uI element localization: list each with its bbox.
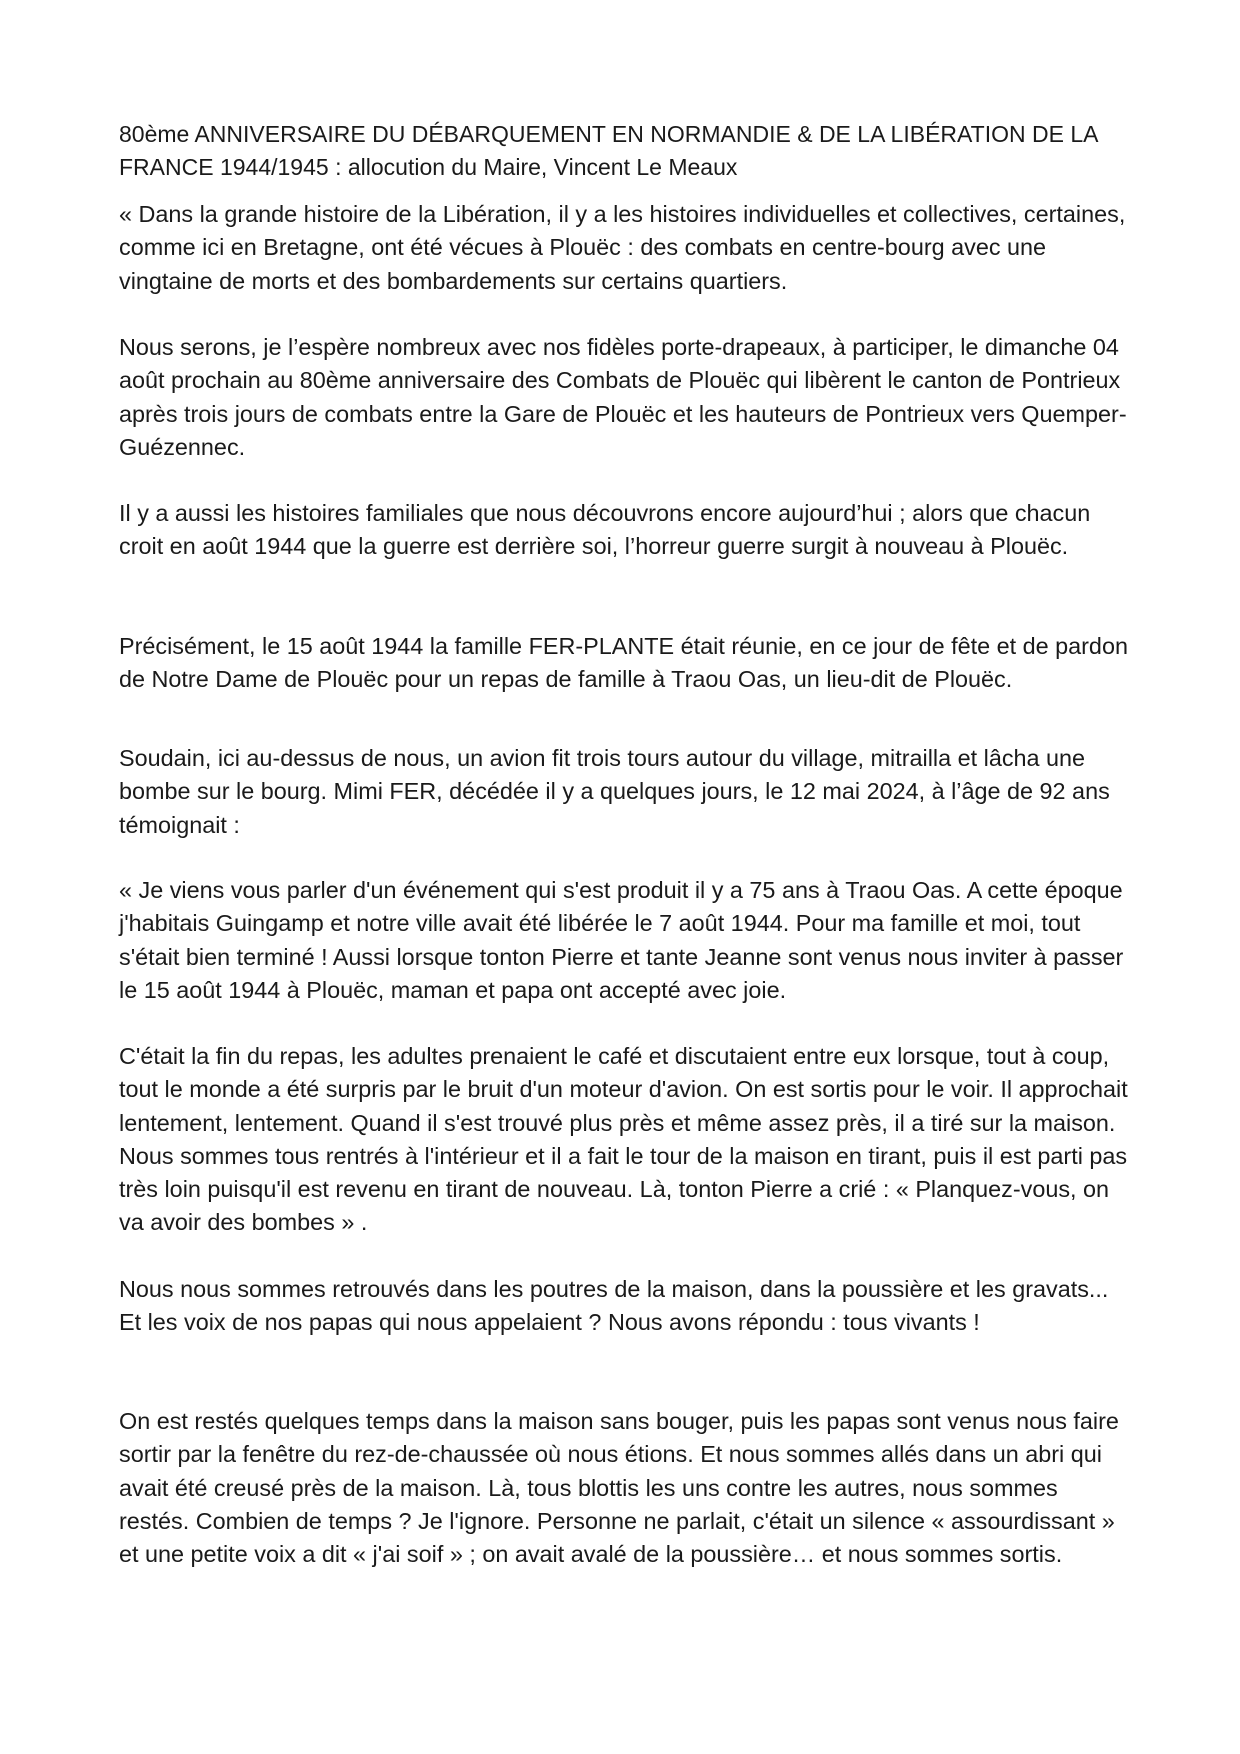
paragraph: C'était la fin du repas, les adultes prenaient le café et discutaient entre eux lorsque, tout à coup, tout le monde a été surpris par le bruit d'un moteur d'avion. On est sortis pour le voir. Il approchait lentement, lentement. Quand il s'est trouvé plus près et même assez près, il a tiré sur la maison. Nous sommes tous rentrés à l'intérieur et il a fait le tour de la maison en tirant, puis il est parti pas très loin puisqu'il est revenu en tirant de nouveau. Là, tonton Pierre a crié : « Planquez-vous, on va avoir des bombes » . bbox=[119, 1043, 1128, 1236]
paragraph: Il y a aussi les histoires familiales que nous découvrons encore aujourd’hui ; alors que chacun croit en août 1944 que la guerre est derrière soi, l’horreur guerre surgit à nouveau à Plouëc. bbox=[119, 500, 1091, 560]
paragraph: « Je viens vous parler d'un événement qui s'est produit il y a 75 ans à Traou Oas. A cette époque j'habitais Guingamp et notre ville avait été libérée le 7 août 1944. Pour ma famille et moi, tout s'était bien terminé ! Aussi lorsque tonton Pierre et tante Jeanne sont venus nous inviter à passer le 15 août 1944 à Plouëc, maman et papa ont accepté avec joie. bbox=[119, 877, 1124, 1003]
paragraph: Nous serons, je l’espère nombreux avec nos fidèles porte-drapeaux, à participer, le dimanche 04 août prochain au 80ème anniversaire des Combats de Plouëc qui libèrent le canton de Pontrieux après trois jours de combats entre la Gare de Plouëc et les hauteurs de Pontrieux vers Quemper-Guézennec. bbox=[119, 334, 1127, 460]
paragraph: Soudain, ici au-dessus de nous, un avion fit trois tours autour du village, mitrailla et lâcha une bombe sur le bourg. Mimi FER, décédée il y a quelques jours, le 12 mai 2024, à l’âge de 92 ans témoignait : bbox=[119, 745, 1110, 838]
paragraph: On est restés quelques temps dans la maison sans bouger, puis les papas sont venus nous faire sortir par la fenêtre du rez-de-chaussée où nous étions. Et nous sommes allés dans un abri qui avait été creusé près de la maison. Là, tous blottis les uns contre les autres, nous sommes restés. Combien de temps ? Je l'ignore. Personne ne parlait, c'était un silence « assourdissant » et une petite voix a dit « j'ai soif » ; on avait avalé de la poussière… et nous sommes sortis. bbox=[119, 1408, 1119, 1568]
paragraph: « Dans la grande histoire de la Libération, il y a les histoires individuelles et collectives, certaines, comme ici en Bretagne, ont été vécues à Plouëc : des combats en centre-bourg avec une vingtaine de morts et des bombardements sur certains quartiers. bbox=[119, 201, 1126, 294]
document-title: 80ème ANNIVERSAIRE DU DÉBARQUEMENT EN NORMANDIE & DE LA LIBÉRATION DE LA FRANCE 1944/1945 : allocution du Maire, Vincent Le Meaux bbox=[119, 121, 1098, 180]
paragraph: Nous nous sommes retrouvés dans les poutres de la maison, dans la poussière et les gravats... Et les voix de nos papas qui nous appelaient ? Nous avons répondu : tous vivants ! bbox=[119, 1276, 1109, 1336]
paragraph: Précisément, le 15 août 1944 la famille FER-PLANTE était réunie, en ce jour de fête et de pardon de Notre Dame de Plouëc pour un repas de famille à Traou Oas, un lieu-dit de Plouëc. bbox=[119, 633, 1128, 693]
